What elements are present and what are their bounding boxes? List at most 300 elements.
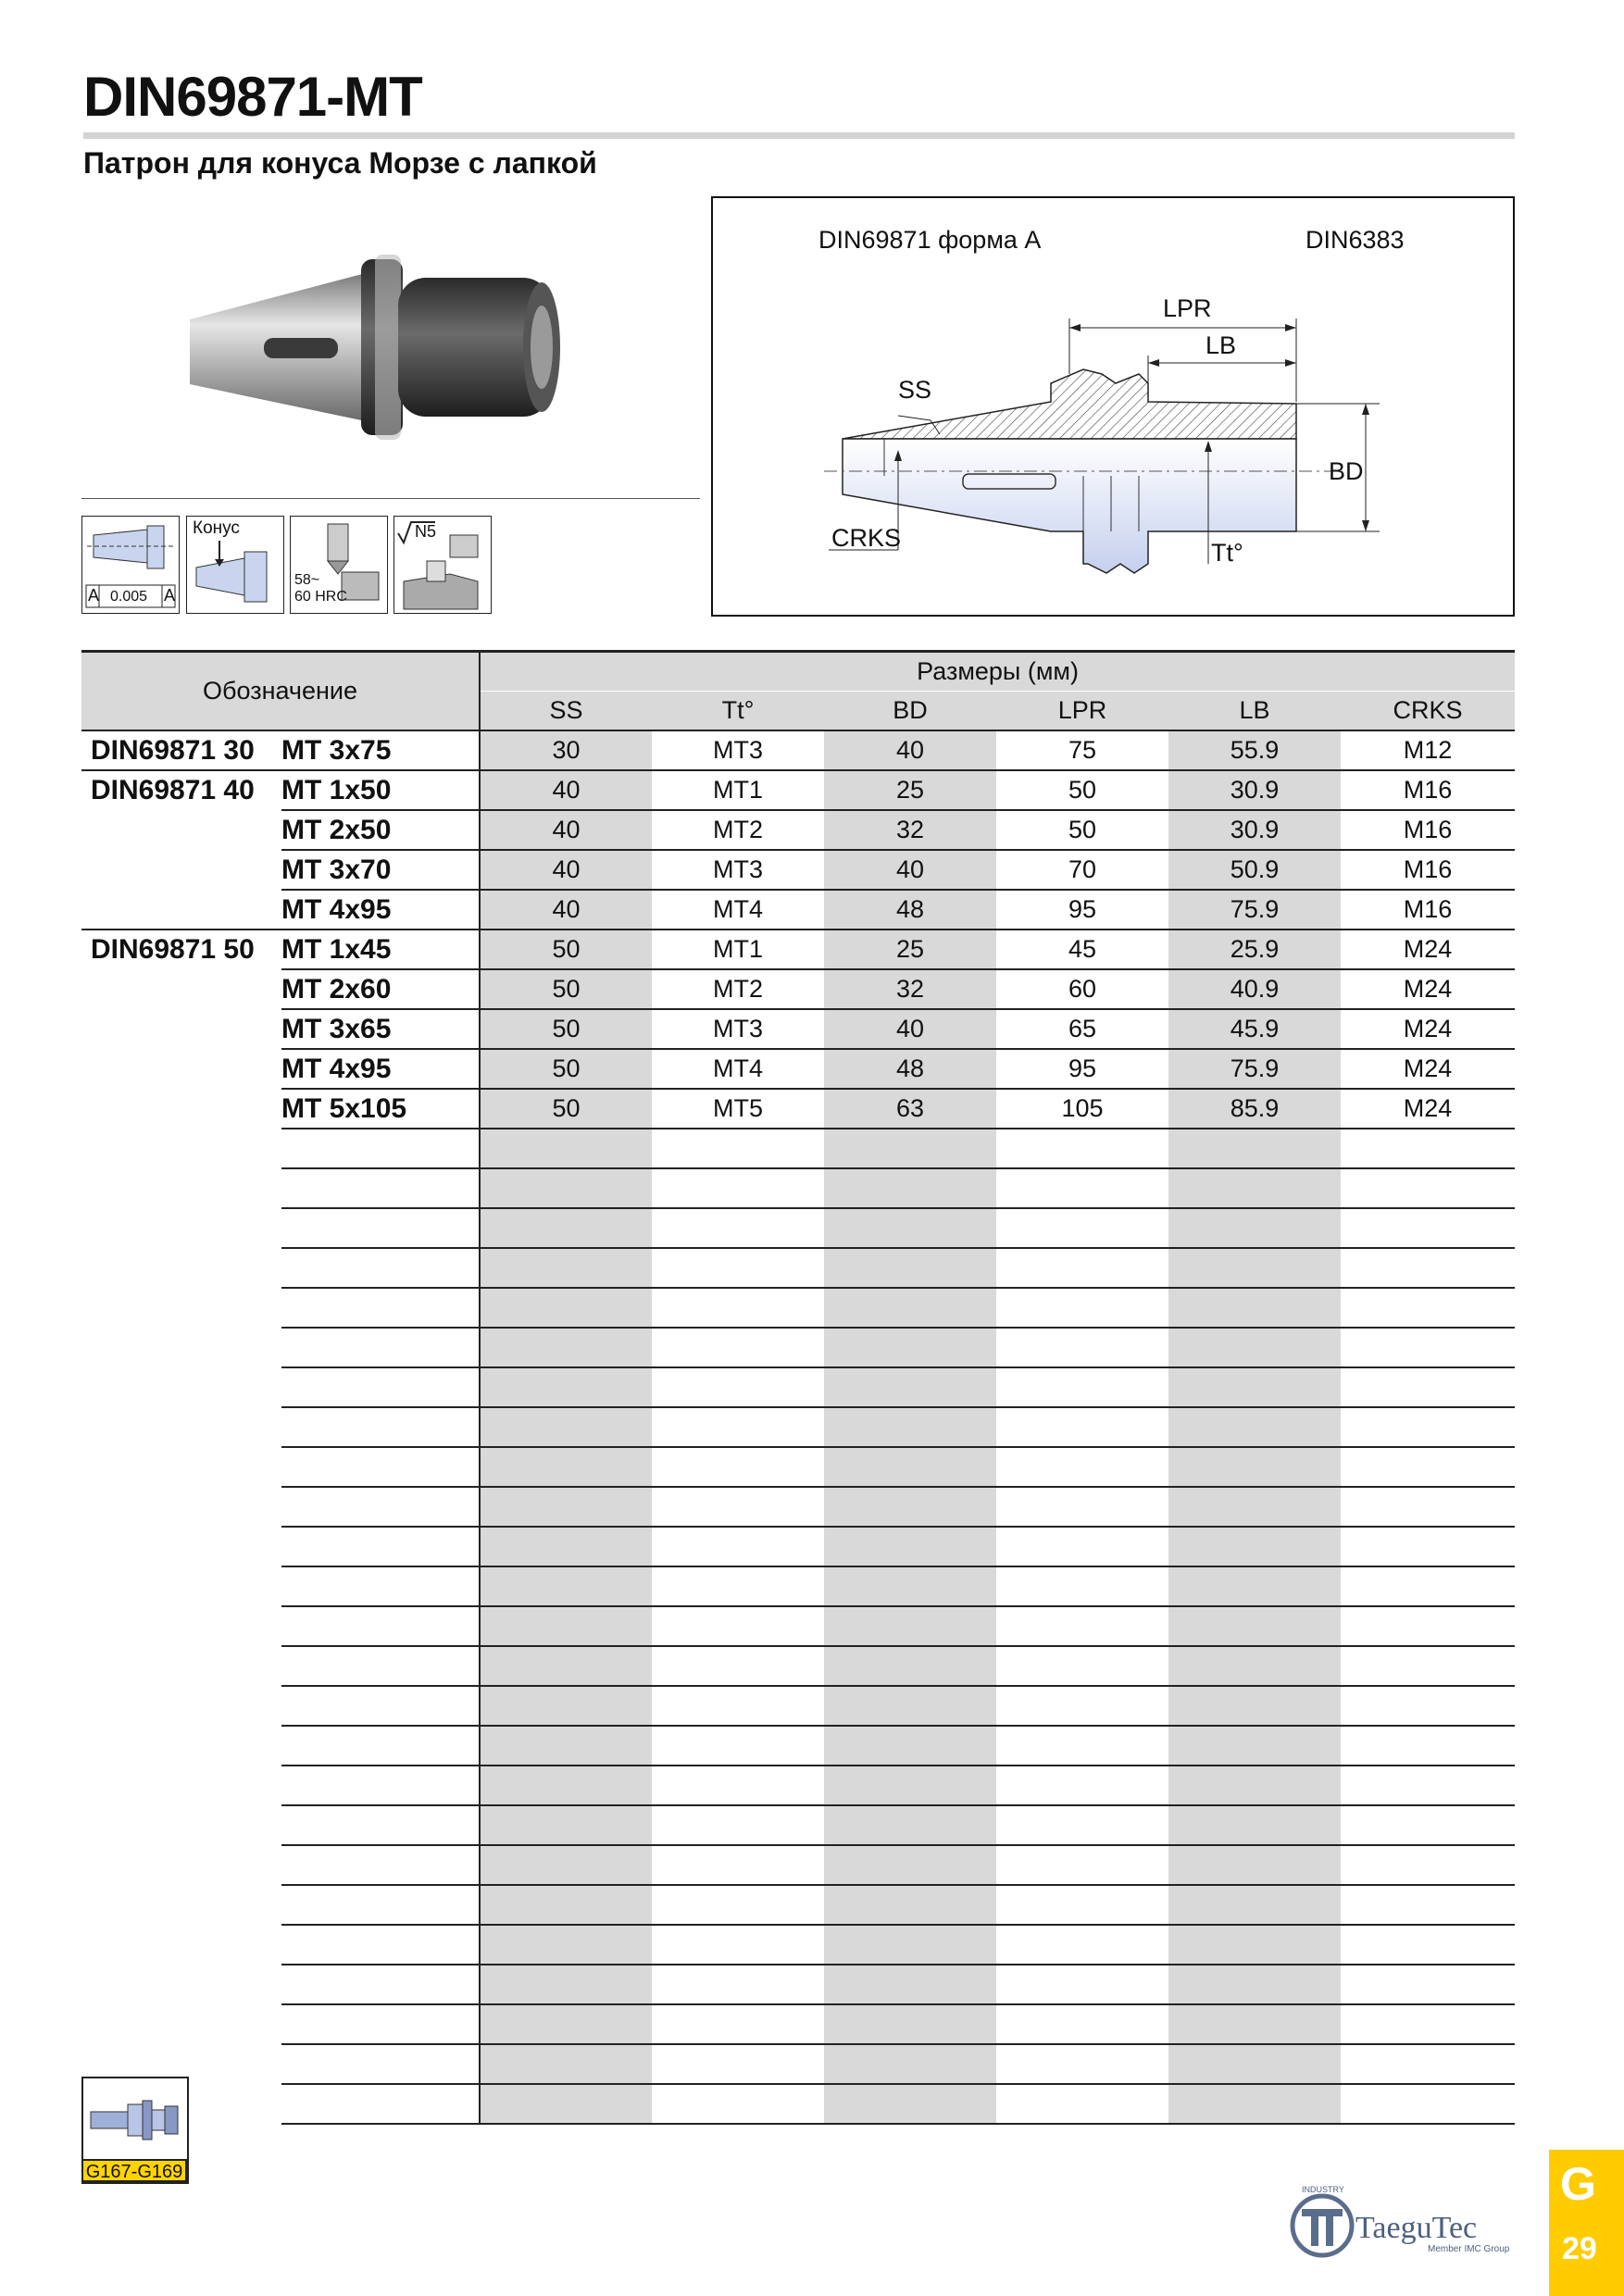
value-cell: [480, 1606, 652, 1646]
designation-name: [81, 1208, 281, 1248]
value-cell: [824, 1965, 996, 2004]
logo-ring-text: INDUSTRY: [1302, 2185, 1344, 2194]
empty-table-row: [81, 1686, 1515, 1726]
value-cell: [1341, 1885, 1515, 1925]
designation-name: [81, 890, 281, 930]
designation-name: [81, 1766, 281, 1805]
designation-name: [81, 1129, 281, 1168]
value-cell: 25.9: [1168, 930, 1341, 969]
value-cell: [480, 1686, 652, 1726]
designation-name: [81, 1885, 281, 1925]
value-cell: [996, 1566, 1168, 1606]
empty-table-row: [81, 1487, 1515, 1527]
designation-name: [81, 1686, 281, 1726]
value-cell: [1341, 1845, 1515, 1885]
standard-right-label: DIN6383: [1305, 226, 1405, 254]
designation-size: MT 4x95: [281, 890, 480, 930]
value-cell: [996, 1208, 1168, 1248]
value-cell: 30: [480, 730, 652, 770]
empty-table-row: [81, 1129, 1515, 1168]
value-cell: [824, 1447, 996, 1487]
value-cell: [652, 1248, 824, 1288]
designation-name: [81, 1925, 281, 1965]
designation-name: [81, 810, 281, 850]
empty-table-row: [81, 1447, 1515, 1487]
value-cell: [1168, 1407, 1341, 1447]
surface-finish-icon: [394, 517, 491, 613]
designation-name: [81, 1248, 281, 1288]
value-cell: [996, 1965, 1168, 2004]
value-cell: [480, 1328, 652, 1367]
value-cell: [1341, 1407, 1515, 1447]
value-cell: [652, 2004, 824, 2044]
value-cell: [824, 1606, 996, 1646]
designation-name: [81, 1168, 281, 1208]
designation-size: [281, 1248, 480, 1288]
value-cell: [1341, 1527, 1515, 1566]
value-cell: [480, 1447, 652, 1487]
lpr-label: LPR: [1163, 294, 1212, 322]
hardness-pictogram: [290, 516, 388, 614]
value-cell: [1341, 1606, 1515, 1646]
designation-size: MT 3x65: [281, 1009, 480, 1049]
value-cell: [996, 1248, 1168, 1288]
value-cell: [480, 1367, 652, 1407]
value-cell: 65: [996, 1009, 1168, 1049]
table-row: [81, 770, 1515, 810]
hardness-label: 58~ 60 HRC: [294, 572, 347, 605]
value-cell: [652, 1527, 824, 1566]
value-cell: 48: [824, 890, 996, 930]
table-row: [81, 969, 1515, 1009]
designation-size: [281, 1168, 480, 1208]
datum-a-label: A: [164, 586, 176, 605]
value-cell: 95: [996, 890, 1168, 930]
value-cell: 50: [996, 770, 1168, 810]
designation-header: Обозначение: [81, 652, 480, 731]
value-cell: M12: [1341, 730, 1515, 770]
designation-size: [281, 1646, 480, 1686]
value-cell: [824, 1805, 996, 1845]
value-cell: M16: [1341, 810, 1515, 850]
designation-size: [281, 1208, 480, 1248]
designation-size: MT 3x70: [281, 850, 480, 890]
column-header: BD: [824, 692, 996, 731]
value-cell: 55.9: [1168, 730, 1341, 770]
value-cell: M24: [1341, 1089, 1515, 1129]
value-cell: M24: [1341, 930, 1515, 969]
value-cell: [1168, 1288, 1341, 1328]
designation-size: [281, 2084, 480, 2124]
value-cell: [996, 1288, 1168, 1328]
value-cell: [1168, 1885, 1341, 1925]
value-cell: [824, 2004, 996, 2044]
logo-text: TaeguTec: [1355, 2211, 1478, 2245]
taper-pictogram: [186, 516, 284, 614]
designation-name: DIN69871 40: [81, 770, 281, 810]
value-cell: MT4: [652, 890, 824, 930]
table-row: [81, 1089, 1515, 1129]
value-cell: MT1: [652, 930, 824, 969]
value-cell: [996, 1885, 1168, 1925]
page-number: 29: [1562, 2231, 1597, 2266]
value-cell: M24: [1341, 969, 1515, 1009]
value-cell: [1341, 2084, 1515, 2124]
value-cell: 30.9: [1168, 810, 1341, 850]
value-cell: [652, 1288, 824, 1328]
designation-name: [81, 2004, 281, 2044]
value-cell: [1168, 1168, 1341, 1208]
value-cell: [996, 2084, 1168, 2124]
value-cell: [824, 1766, 996, 1805]
value-cell: [824, 1686, 996, 1726]
value-cell: [824, 1129, 996, 1168]
value-cell: 32: [824, 969, 996, 1009]
designation-name: [81, 969, 281, 1009]
value-cell: [1341, 1248, 1515, 1288]
reference-page-label[interactable]: G167-G169: [81, 2159, 187, 2182]
value-cell: [480, 1208, 652, 1248]
value-cell: [1168, 1845, 1341, 1885]
empty-table-row: [81, 1845, 1515, 1885]
value-cell: [480, 2004, 652, 2044]
value-cell: 105: [996, 1089, 1168, 1129]
designation-size: MT 2x60: [281, 969, 480, 1009]
value-cell: 60: [996, 969, 1168, 1009]
value-cell: [480, 1527, 652, 1566]
designation-name: DIN69871 30: [91, 734, 255, 766]
value-cell: [480, 1248, 652, 1288]
designation-name: [81, 1965, 281, 2004]
designation-size: [281, 2004, 480, 2044]
table-row: [81, 890, 1515, 930]
designation-size: [281, 1447, 480, 1487]
value-cell: MT2: [652, 810, 824, 850]
page-subtitle: Патрон для конуса Морзе с лапкой: [83, 146, 597, 180]
value-cell: M16: [1341, 770, 1515, 810]
value-cell: [652, 1805, 824, 1845]
designation-size: MT 5x105: [281, 1089, 480, 1129]
value-cell: [1168, 1447, 1341, 1487]
value-cell: [652, 1646, 824, 1686]
empty-table-row: [81, 1805, 1515, 1845]
spec-table: [81, 650, 1515, 2125]
value-cell: [824, 2044, 996, 2084]
value-cell: [1341, 1566, 1515, 1606]
value-cell: 40: [824, 730, 996, 770]
value-cell: [652, 1487, 824, 1527]
designation-name: [81, 1407, 281, 1447]
value-cell: [996, 1168, 1168, 1208]
value-cell: [1168, 2004, 1341, 2044]
value-cell: [480, 1129, 652, 1168]
table-row: [81, 1049, 1515, 1089]
value-cell: [996, 1407, 1168, 1447]
value-cell: [1341, 1726, 1515, 1766]
designation-name: [81, 1646, 281, 1686]
designation-name: [81, 1606, 281, 1646]
surface-finish-label: N5: [415, 522, 437, 541]
value-cell: 32: [824, 810, 996, 850]
value-cell: 25: [824, 770, 996, 810]
logo-tagline: Member IMC Group: [1428, 2244, 1510, 2254]
designation-size: MT 2x50: [281, 810, 480, 850]
value-cell: [1168, 1208, 1341, 1248]
value-cell: [1341, 1208, 1515, 1248]
value-cell: [824, 1885, 996, 1925]
value-cell: [1341, 1367, 1515, 1407]
value-cell: [824, 1527, 996, 1566]
value-cell: 95: [996, 1049, 1168, 1089]
value-cell: 85.9: [1168, 1089, 1341, 1129]
ss-label: SS: [898, 376, 932, 404]
value-cell: 40: [824, 1009, 996, 1049]
value-cell: [652, 1686, 824, 1726]
value-cell: [1341, 1328, 1515, 1367]
value-cell: 75.9: [1168, 890, 1341, 930]
empty-table-row: [81, 1168, 1515, 1208]
value-cell: [996, 1328, 1168, 1367]
empty-table-row: [81, 1288, 1515, 1328]
value-cell: [996, 1487, 1168, 1527]
designation-size: [281, 1527, 480, 1566]
value-cell: 70: [996, 850, 1168, 890]
value-cell: M16: [1341, 850, 1515, 890]
empty-table-row: [81, 1566, 1515, 1606]
value-cell: [652, 1566, 824, 1606]
value-cell: [996, 1726, 1168, 1766]
value-cell: [1168, 1248, 1341, 1288]
value-cell: [1168, 1686, 1341, 1726]
empty-table-row: [81, 1726, 1515, 1766]
designation-size: [281, 1328, 480, 1367]
value-cell: 50: [480, 969, 652, 1009]
value-cell: 50: [480, 1089, 652, 1129]
value-cell: 50: [480, 930, 652, 969]
value-cell: [652, 1129, 824, 1168]
designation-size: [281, 1925, 480, 1965]
designation-name: [81, 1527, 281, 1566]
designation-size: [281, 1407, 480, 1447]
value-cell: 75: [996, 730, 1168, 770]
value-cell: [1341, 2044, 1515, 2084]
value-cell: [480, 1566, 652, 1606]
value-cell: [480, 1965, 652, 2004]
designation-name: [81, 1367, 281, 1407]
value-cell: [996, 1129, 1168, 1168]
value-cell: [1341, 1805, 1515, 1845]
lb-label: LB: [1206, 331, 1237, 359]
value-cell: [996, 1527, 1168, 1566]
value-cell: [824, 1248, 996, 1288]
empty-table-row: [81, 2044, 1515, 2084]
value-cell: 45: [996, 930, 1168, 969]
value-cell: [480, 1766, 652, 1805]
value-cell: 40: [480, 810, 652, 850]
empty-table-row: [81, 1208, 1515, 1248]
value-cell: MT3: [652, 850, 824, 890]
runout-pictogram: [81, 516, 180, 614]
empty-table-row: [81, 1606, 1515, 1646]
designation-name: [81, 1288, 281, 1328]
value-cell: [652, 1606, 824, 1646]
value-cell: [996, 1367, 1168, 1407]
value-cell: 50: [996, 810, 1168, 850]
value-cell: [652, 1925, 824, 1965]
value-cell: [1341, 1288, 1515, 1328]
value-cell: 40: [824, 850, 996, 890]
value-cell: [480, 1646, 652, 1686]
value-cell: 45.9: [1168, 1009, 1341, 1049]
value-cell: [652, 1885, 824, 1925]
pull-stud-icon: [83, 2078, 187, 2162]
page-title: DIN69871-MT: [83, 66, 422, 128]
value-cell: [652, 1407, 824, 1447]
column-header: LB: [1168, 692, 1341, 731]
value-cell: [652, 1766, 824, 1805]
value-cell: [1168, 2044, 1341, 2084]
value-cell: [1168, 1766, 1341, 1805]
product-photo: [176, 245, 602, 449]
empty-table-row: [81, 1367, 1515, 1407]
designation-name: [81, 1447, 281, 1487]
value-cell: [1341, 1646, 1515, 1686]
value-cell: [1168, 1487, 1341, 1527]
value-cell: [824, 1487, 996, 1527]
value-cell: [652, 2084, 824, 2124]
designation-size: [281, 1805, 480, 1845]
column-header: Tt°: [652, 692, 824, 731]
section-letter: G: [1560, 2158, 1596, 2210]
value-cell: [824, 1168, 996, 1208]
designation-name: [81, 1805, 281, 1845]
value-cell: [824, 1208, 996, 1248]
designation-size: MT 1x50: [281, 770, 480, 810]
value-cell: [652, 1845, 824, 1885]
table-row: [81, 730, 1515, 770]
value-cell: [1168, 1527, 1341, 1566]
designation-size: [281, 1367, 480, 1407]
value-cell: [480, 1805, 652, 1845]
value-cell: [480, 1168, 652, 1208]
value-cell: [824, 2084, 996, 2124]
value-cell: [652, 1328, 824, 1367]
value-cell: MT3: [652, 1009, 824, 1049]
designation-size: MT 4x95: [281, 1049, 480, 1089]
empty-table-row: [81, 1646, 1515, 1686]
value-cell: [652, 2044, 824, 2084]
table-row: [81, 850, 1515, 890]
value-cell: [1341, 1487, 1515, 1527]
designation-name: [81, 1487, 281, 1527]
value-cell: [996, 1845, 1168, 1885]
value-cell: [652, 1208, 824, 1248]
empty-table-row: [81, 1925, 1515, 1965]
value-cell: [1168, 1965, 1341, 2004]
value-cell: 50: [480, 1009, 652, 1049]
value-cell: 25: [824, 930, 996, 969]
tolerance-value: 0.005: [110, 589, 148, 605]
value-cell: [1341, 1686, 1515, 1726]
value-cell: [652, 1726, 824, 1766]
value-cell: [480, 1407, 652, 1447]
empty-table-row: [81, 2004, 1515, 2044]
value-cell: MT1: [652, 770, 824, 810]
empty-table-row: [81, 1527, 1515, 1566]
value-cell: [1168, 1606, 1341, 1646]
value-cell: [480, 1487, 652, 1527]
value-cell: 40.9: [1168, 969, 1341, 1009]
value-cell: [652, 1447, 824, 1487]
value-cell: [996, 1805, 1168, 1845]
value-cell: [824, 1726, 996, 1766]
value-cell: [480, 1925, 652, 1965]
value-cell: [1168, 1367, 1341, 1407]
value-cell: [480, 1288, 652, 1328]
designation-size: [281, 1288, 480, 1328]
value-cell: [1168, 2084, 1341, 2124]
value-cell: [996, 1766, 1168, 1805]
section-rule: [81, 498, 700, 499]
value-cell: M24: [1341, 1009, 1515, 1049]
value-cell: [1341, 1766, 1515, 1805]
value-cell: M24: [1341, 1049, 1515, 1089]
value-cell: MT2: [652, 969, 824, 1009]
value-cell: [1341, 1447, 1515, 1487]
value-cell: [1168, 1925, 1341, 1965]
bd-label: BD: [1329, 457, 1364, 485]
designation-size: [281, 1766, 480, 1805]
surface-pictogram: [394, 516, 492, 614]
value-cell: [480, 1726, 652, 1766]
designation-name: [81, 1566, 281, 1606]
value-cell: [824, 1407, 996, 1447]
value-cell: [996, 1686, 1168, 1726]
value-cell: [996, 1447, 1168, 1487]
designation-name: DIN69871 50: [81, 930, 281, 969]
value-cell: MT5: [652, 1089, 824, 1129]
tt-label: Tt°: [1211, 539, 1243, 567]
table-row: [81, 930, 1515, 969]
value-cell: [1168, 1805, 1341, 1845]
table-row: [81, 1009, 1515, 1049]
value-cell: [480, 1885, 652, 1925]
value-cell: [996, 1646, 1168, 1686]
crks-label: CRKS: [831, 524, 902, 552]
value-cell: [824, 1845, 996, 1885]
value-cell: [480, 2084, 652, 2124]
value-cell: [824, 1328, 996, 1367]
value-cell: [652, 1965, 824, 2004]
value-cell: [1341, 2004, 1515, 2044]
designation-name: [81, 1089, 281, 1129]
value-cell: [824, 1646, 996, 1686]
empty-table-row: [81, 2084, 1515, 2124]
value-cell: [1341, 1925, 1515, 1965]
datum-a-label: A: [88, 586, 100, 605]
value-cell: [996, 2044, 1168, 2084]
value-cell: [1168, 1328, 1341, 1367]
value-cell: M16: [1341, 890, 1515, 930]
value-cell: 30.9: [1168, 770, 1341, 810]
designation-size: [281, 1487, 480, 1527]
value-cell: [1168, 1566, 1341, 1606]
value-cell: 50: [480, 1049, 652, 1089]
standard-left-label: DIN69871 форма A: [818, 226, 1042, 254]
empty-table-row: [81, 1407, 1515, 1447]
value-cell: [996, 2004, 1168, 2044]
value-cell: [1168, 1726, 1341, 1766]
